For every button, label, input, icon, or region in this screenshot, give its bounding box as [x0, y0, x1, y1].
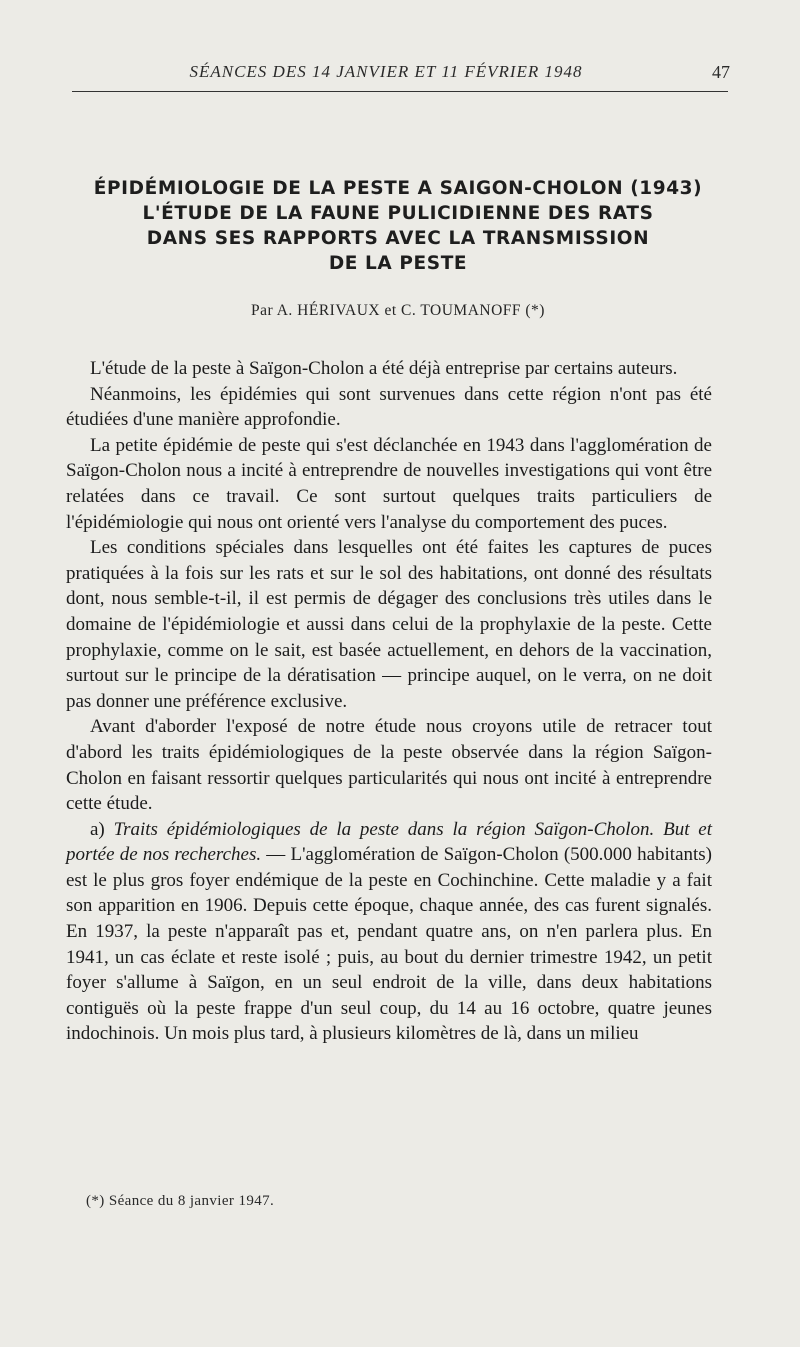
title-line-1: ÉPIDÉMIOLOGIE DE LA PESTE A SAIGON-CHOLON (1943): [93, 178, 703, 199]
paragraph-2: Néanmoins, les épidémies qui sont survenues dans cette région n'ont pas été étudiées d'une manière approfondie.: [66, 383, 712, 431]
paragraph-6-text: — L'agglomération de Saïgon-Cholon (500.000 habitants) est le plus gros foyer endémique de la peste en Cochinchine. Cette maladie y a fait son apparition en 1906. Depuis cette époque, chaque année, des cas furent signalés. En 1937, la peste n'apparaît pas et, pendant quatre ans, on n'en parlera plus. En 1941, un cas éclate et reste isolé ; puis, au bout du dernier trimestre 1942, un petit foyer s'allume à Saïgon, en un seul endroit de la ville, dans deux habitations contiguës où la peste frappe d'un seul coup, du 14 au 16 octobre, quatre jeunes indochinois. Un mois plus tard, à plusieurs kilomètres de là, dans un milieu: [66, 844, 713, 1045]
footnote: (*) Séance du 8 janvier 1947.: [86, 1193, 275, 1209]
header-rule: [72, 91, 728, 92]
article-body: [66, 356, 712, 1047]
paragraph-1: L'étude de la peste à Saïgon-Cholon a été déjà entreprise par certains auteurs.: [90, 358, 678, 379]
article-authors: Par A. HÉRIVAUX et C. TOUMANOFF (*): [251, 302, 545, 319]
paragraph-6: [66, 817, 712, 1047]
section-heading: Traits épidémiologiques de la peste dans la région Saïgon-Cholon. But et portée de nos recherches.: [66, 818, 713, 866]
title-line-4: DE LA PESTE: [328, 253, 468, 274]
title-line-2: L'ÉTUDE DE LA FAUNE PULICIDIENNE DES RATS: [142, 203, 654, 224]
section-label: a): [90, 818, 114, 840]
page-number: 47: [712, 62, 730, 82]
paragraph-3: La petite épidémie de peste qui s'est déclanchée en 1943 dans l'agglomération de Saïgon-Cholon nous a incité à entreprendre de nouvelles investigations qui vont être relatées dans ce travail. Ce sont surtout quelques traits particuliers de l'épidémiologie qui nous ont orienté vers l'analyse du comportement des puces.: [66, 434, 712, 533]
paragraph-5: Avant d'aborder l'exposé de notre étude nous croyons utile de retracer tout d'abord les traits épidémiologiques de la peste observée dans la région Saïgon-Cholon en faisant ressortir quelques particularités qui nous ont incité à entreprendre cette étude.: [66, 716, 712, 815]
paragraph-4: Les conditions spéciales dans lesquelles ont été faites les captures de puces pratiquées à la fois sur les rats et sur le sol des habitations, ont donné des résultats dont, nous semble-t-il, il est permis de dégager des conclusions très utiles dans le domaine de l'épidémiologie et aussi dans celui de la prophylaxie de la peste. Cette prophylaxie, comme on le sait, est basée actuellement, en dehors de la vaccination, surtout sur le principe de la dératisation — principe auquel, on le verra, on ne doit pas donner une préférence exclusive.: [66, 537, 712, 712]
page-header: [60, 58, 730, 94]
article-title: [60, 176, 736, 276]
running-head: SÉANCES DES 14 JANVIER ET 11 FÉVRIER 1948: [189, 62, 583, 81]
title-line-3: DANS SES RAPPORTS AVEC LA TRANSMISSION: [146, 228, 650, 249]
